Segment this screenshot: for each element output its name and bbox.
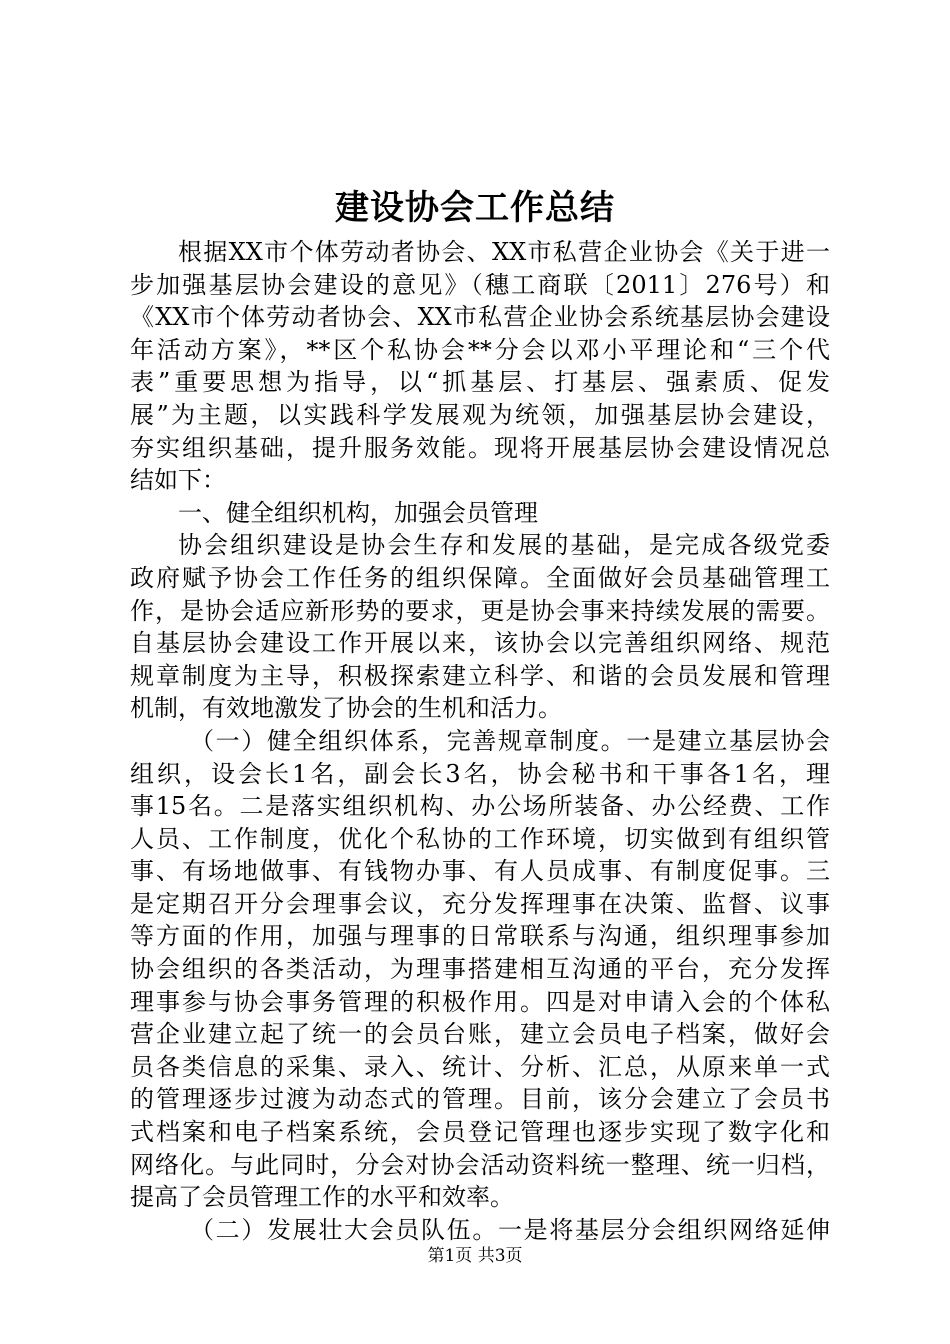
- paragraph-line: 年活动方案》，**区个私协会**分会以邓小平理论和“三个代: [130, 335, 830, 364]
- paragraph-line: 协会组织建设是协会生存和发展的基础，是完成各级党委: [178, 531, 830, 560]
- paragraph-line: 是定期召开分会理事会议，充分发挥理事在决策、监督、议事: [130, 889, 830, 918]
- paragraph-line: 组织，设会长1名，副会长3名，协会秘书和干事各1名，理: [130, 759, 830, 788]
- paragraph-line: （二）发展壮大会员队伍。一是将基层分会组织网络延伸: [190, 1215, 830, 1244]
- paragraph-line: 政府赋予协会工作任务的组织保障。全面做好会员基础管理工: [130, 563, 830, 592]
- document-body: [130, 236, 830, 1246]
- paragraph-line: 等方面的作用，加强与理事的日常联系与沟通，组织理事参加: [130, 922, 830, 951]
- paragraph-line: 事、有场地做事、有钱物办事、有人员成事、有制度促事。三: [130, 857, 830, 886]
- paragraph-line: 协会组织的各类活动，为理事搭建相互沟通的平台，充分发挥: [130, 955, 830, 984]
- paragraph-line: 根据XX市个体劳动者协会、XX市私营企业协会《关于进一: [178, 238, 830, 266]
- paragraph-line: 式档案和电子档案系统，会员登记管理也逐步实现了数字化和: [130, 1118, 830, 1147]
- paragraph-line: 表”重要思想为指导，以“抓基层、打基层、强素质、促发: [130, 368, 830, 397]
- paragraph-line: 《XX市个体劳动者协会、XX市私营企业协会系统基层协会建设: [130, 303, 830, 332]
- paragraph-line: 理事参与协会事务管理的积极作用。四是对申请入会的个体私: [130, 987, 830, 1016]
- paragraph-line: 员各类信息的采集、录入、统计、分析、汇总，从原来单一式: [130, 1052, 830, 1081]
- paragraph-line: 结如下：: [130, 466, 226, 495]
- paragraph-line: 作，是协会适应新形势的要求，更是协会事来持续发展的需要。: [130, 596, 830, 625]
- paragraph-line: 事15名。二是落实组织机构、办公场所装备、办公经费、工作: [130, 792, 830, 821]
- paragraph-line: （一）健全组织体系，完善规章制度。一是建立基层协会: [190, 726, 830, 755]
- paragraph-line: 的管理逐步过渡为动态式的管理。目前，该分会建立了会员书: [130, 1085, 830, 1114]
- page-footer: 第1页 共3页: [427, 1246, 523, 1266]
- paragraph-line: 机制，有效地激发了协会的生机和活力。: [130, 694, 562, 723]
- paragraph-line: 步加强基层协会建设的意见》（穗工商联〔2011〕276号）和: [130, 270, 830, 299]
- paragraph-line: 网络化。与此同时，分会对协会活动资料统一整理、统一归档，: [130, 1150, 830, 1179]
- paragraph-line: 提高了会员管理工作的水平和效率。: [130, 1183, 514, 1212]
- paragraph-line: 人员、工作制度，优化个私协的工作环境，切实做到有组织管: [130, 824, 830, 853]
- paragraph-line: 夯实组织基础，提升服务效能。现将开展基层协会建设情况总: [130, 433, 830, 462]
- paragraph-line: 规章制度为主导，积极探索建立科学、和谐的会员发展和管理: [130, 661, 830, 690]
- paragraph-line: 展”为主题，以实践科学发展观为统领，加强基层协会建设，: [130, 400, 830, 429]
- paragraph-line: 自基层协会建设工作开展以来，该协会以完善组织网络、规范: [130, 629, 830, 658]
- section-heading: 一、健全组织机构，加强会员管理: [178, 498, 538, 527]
- paragraph-line: 营企业建立起了统一的会员台账，建立会员电子档案，做好会: [130, 1020, 830, 1049]
- document-title: 建设协会工作总结: [335, 188, 615, 228]
